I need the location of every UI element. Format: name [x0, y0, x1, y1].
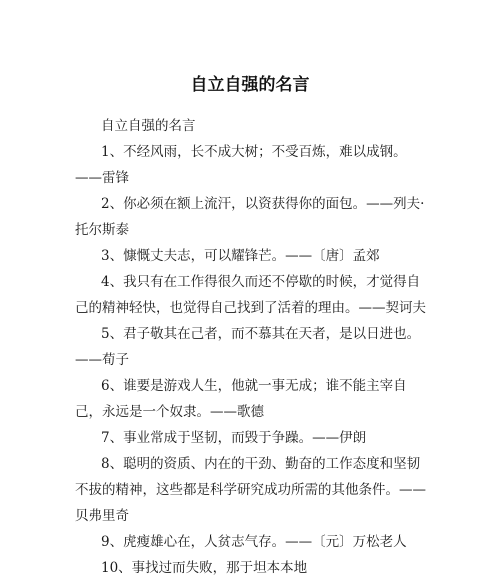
quote-item: 7、事业常成于坚韧，而毁于争躁。——伊朗 [101, 430, 367, 446]
quote-item: 9、虎瘦雄心在，人贫志气存。——〔元〕万松老人 [101, 534, 407, 550]
quote-item: 4、我只有在工作得很久而还不停歇的时候，才觉得自己的精神轻快，也觉得自己找到了活着的理由。——契诃夫 [75, 274, 426, 316]
quote-item: 5、君子敬其在己者，而不慕其在天者，是以日进也。——荀子 [75, 326, 421, 368]
quote-item: 8、聪明的资质、内在的干劲、勤奋的工作态度和坚韧不拔的精神，这些都是科学研究成功所需的其他条件。——贝弗里奇 [75, 456, 426, 524]
document-subtitle: 自立自强的名言 [101, 118, 196, 134]
quote-item: 2、你必须在额上流汗，以资获得你的面包。——列夫·托尔斯泰 [75, 196, 425, 238]
quote-item: 10、事找过而失败，那于坦本本地 [101, 560, 308, 576]
quote-item: 3、慷慨丈夫志，可以耀锋芒。——〔唐〕孟郊 [101, 248, 380, 264]
document-title: 自立自强的名言 [190, 75, 310, 95]
quote-item: 1、不经风雨，长不成大树；不受百炼，难以成钢。——雷锋 [75, 144, 407, 186]
document-body [75, 113, 430, 581]
quote-item: 6、谁要是游戏人生，他就一事无成；谁不能主宰自己，永远是一个奴隶。——歌德 [75, 378, 407, 420]
